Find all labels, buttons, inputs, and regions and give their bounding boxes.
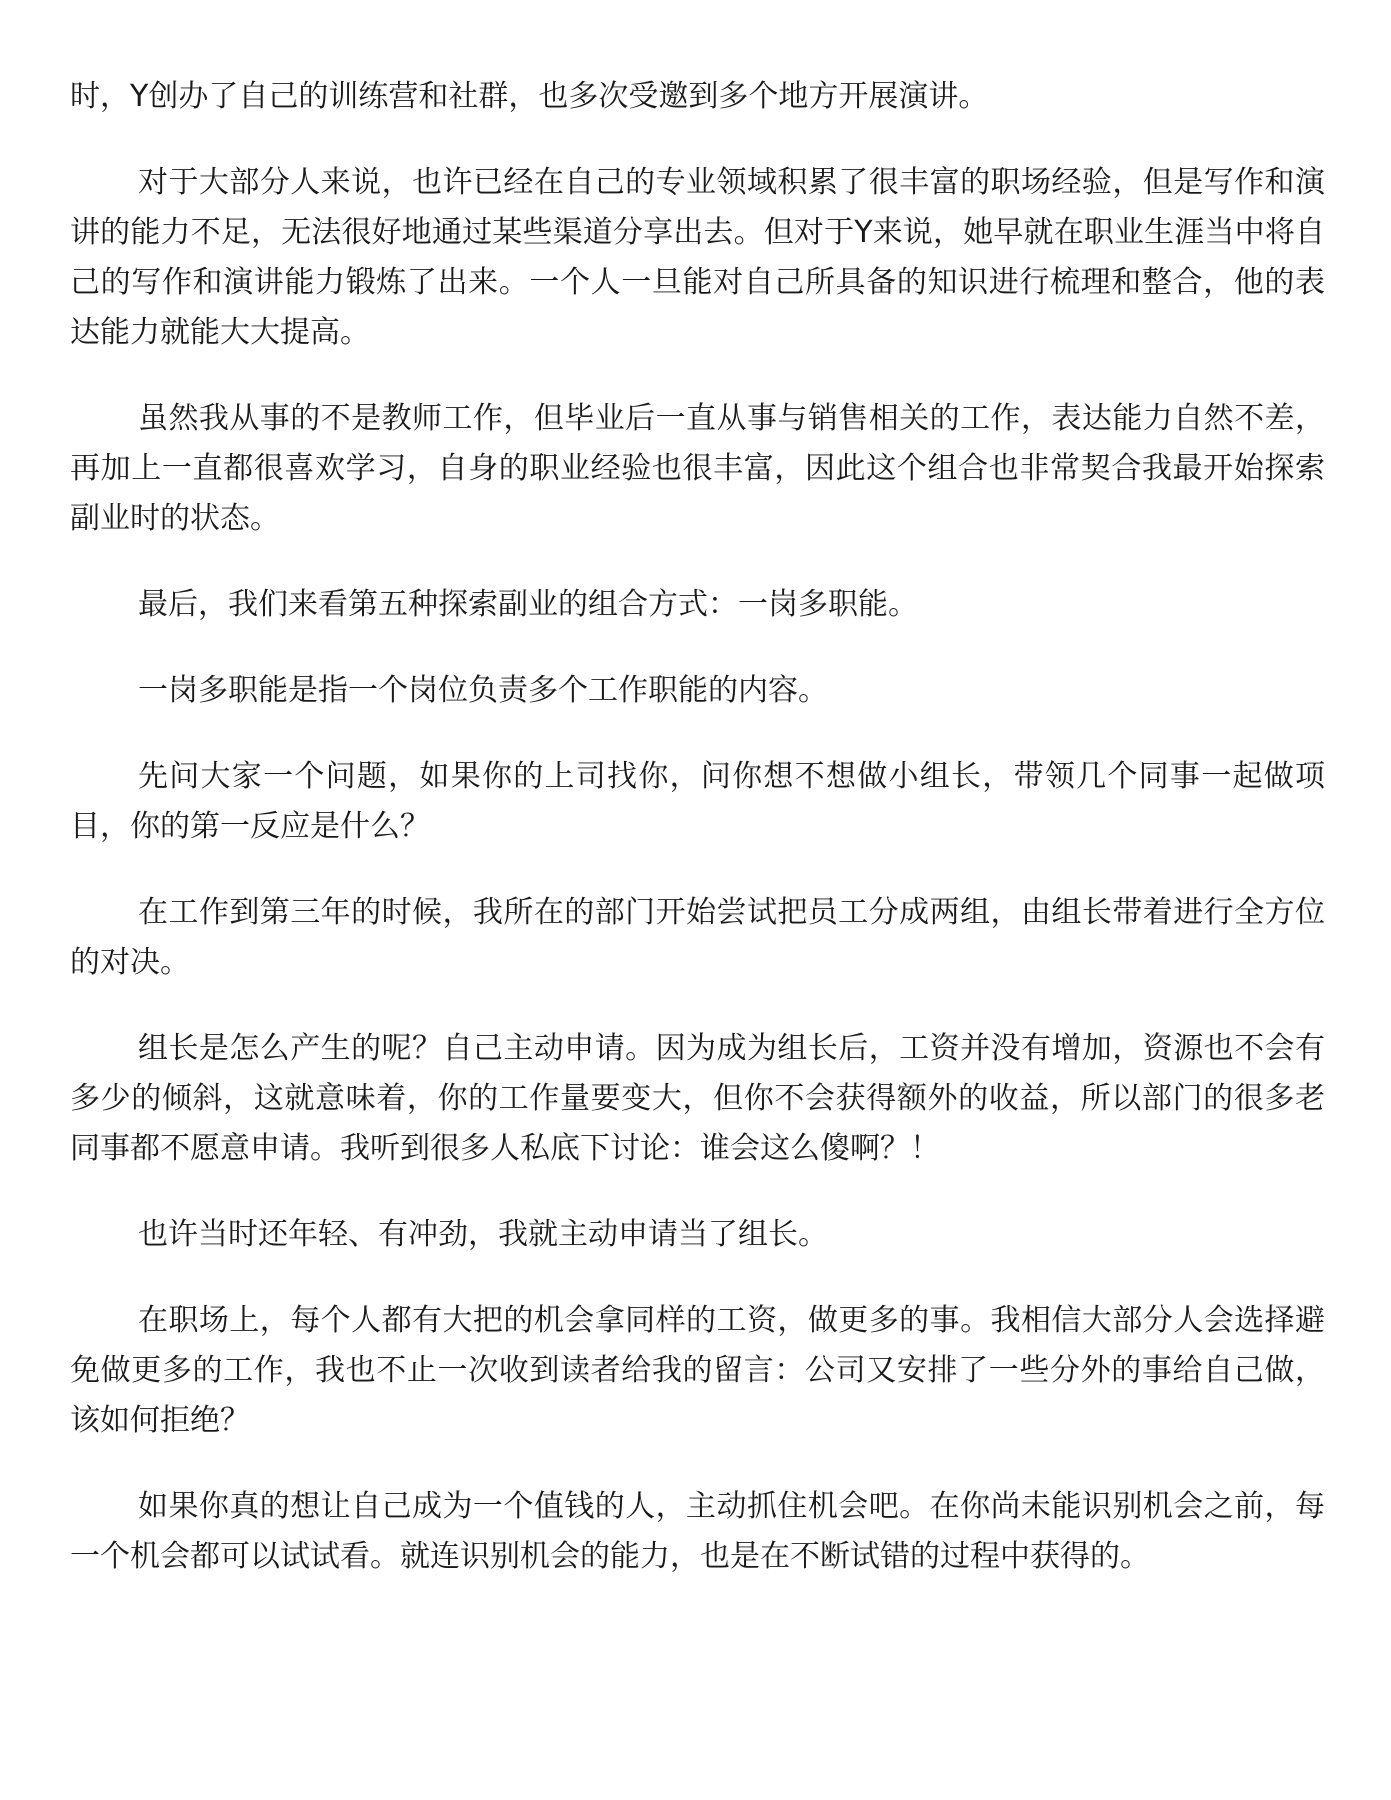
paragraph-continued: 时，Y创办了自己的训练营和社群，也多次受邀到多个地方开展演讲。	[70, 79, 989, 114]
paragraph: 虽然我从事的不是教师工作，但毕业后一直从事与销售相关的工作，表达能力自然不差，再加上一直都很喜欢学习，自身的职业经验也很丰富，因此这个组合也非常契合我最开始探索副业时的状态。	[70, 401, 1325, 536]
paragraph: 在工作到第三年的时候，我所在的部门开始尝试把员工分成两组，由组长带着进行全方位的对决。	[70, 895, 1325, 980]
paragraph: 组长是怎么产生的呢？自己主动申请。因为成为组长后，工资并没有增加，资源也不会有多少的倾斜，这就意味着，你的工作量要变大，但你不会获得额外的收益，所以部门的很多老同事都不愿意申请。我听到很多人私底下讨论：谁会这么傻啊？！	[70, 1031, 1325, 1166]
paragraph: 一岗多职能是指一个岗位负责多个工作职能的内容。	[138, 673, 828, 708]
body-text	[70, 72, 1325, 1618]
paragraph: 最后，我们来看第五种探索副业的组合方式：一岗多职能。	[138, 587, 918, 622]
paragraph: 对于大部分人来说，也许已经在自己的专业领域积累了很丰富的职场经验，但是写作和演讲的能力不足，无法很好地通过某些渠道分享出去。但对于Y来说，她早就在职业生涯当中将自己的写作和演讲能力锻炼了出来。一个人一旦能对自己所具备的知识进行梳理和整合，他的表达能力就能大大提高。	[70, 165, 1325, 350]
paragraph: 如果你真的想让自己成为一个值钱的人，主动抓住机会吧。在你尚未能识别机会之前，每一个机会都可以试试看。就连识别机会的能力，也是在不断试错的过程中获得的。	[70, 1489, 1325, 1574]
paragraph: 在职场上，每个人都有大把的机会拿同样的工资，做更多的事。我相信大部分人会选择避免做更多的工作，我也不止一次收到读者给我的留言：公司又安排了一些分外的事给自己做，该如何拒绝？	[70, 1303, 1325, 1438]
paragraph: 也许当时还年轻、有冲劲，我就主动申请当了组长。	[138, 1217, 828, 1252]
paragraph: 先问大家一个问题，如果你的上司找你，问你想不想做小组长，带领几个同事一起做项目，你的第一反应是什么？	[70, 759, 1325, 844]
